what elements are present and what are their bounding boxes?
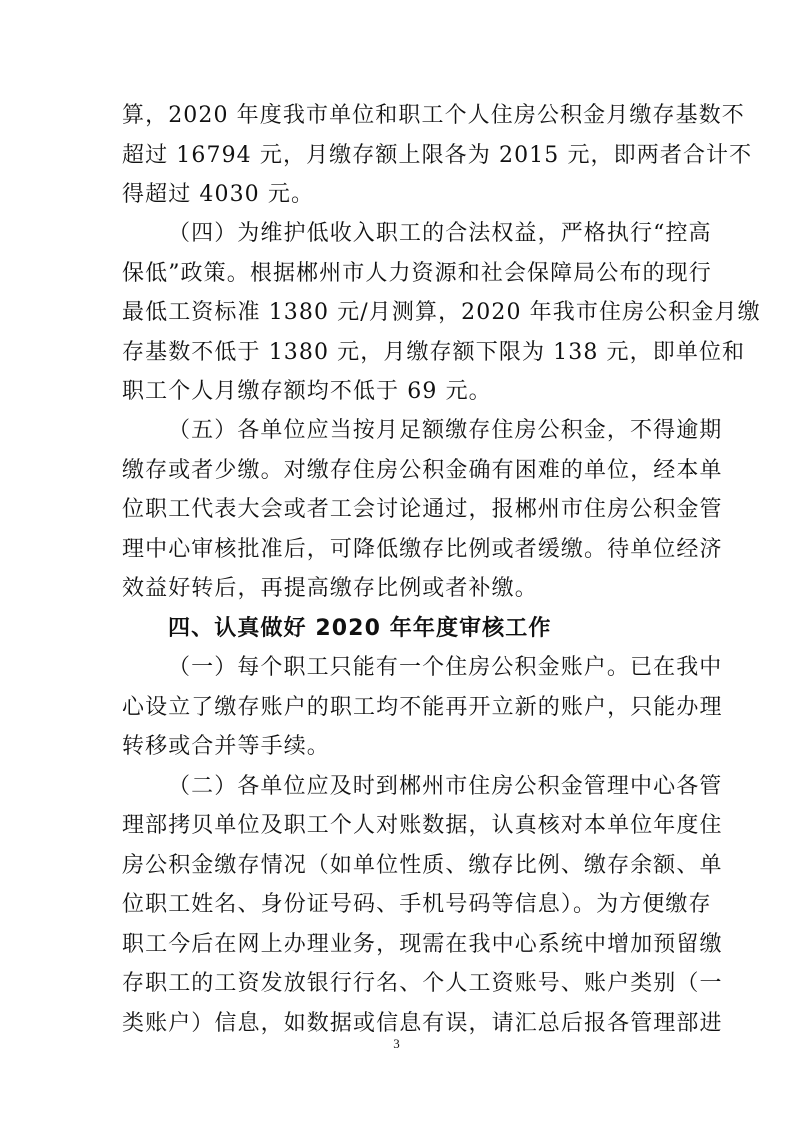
text-line: 存基数不低于 1380 元，月缴存额下限为 138 元，即单位和 [122,340,746,365]
paragraph-first-line: （一）每个职工只能有一个住房公积金账户。已在我中 [168,655,723,680]
text-line: 效益好转后，再提高缴存比例或者补缴。 [122,576,538,601]
text-line: 位职工代表大会或者工会讨论通过，报郴州市住房公积金管 [122,497,723,522]
text-line: 得超过 4030 元。 [122,182,315,207]
text-line: 缴存或者少缴。对缴存住房公积金确有困难的单位，经本单 [122,458,723,483]
text-line: 算，2020 年度我市单位和职工个人住房公积金月缴存基数不 [122,103,745,128]
text-line: 位职工姓名、身份证号码、手机号码等信息）。为方便缴存 [122,892,712,917]
paragraph-first-line: （五）各单位应当按月足额缴存住房公积金，不得逾期 [168,418,723,443]
section-heading: 四、认真做好 2020 年年度审核工作 [168,616,552,641]
paragraph-first-line: （二）各单位应及时到郴州市住房公积金管理中心各管 [168,774,723,799]
text-line: 最低工资标准 1380 元/月测算，2020 年我市住房公积金月缴 [122,300,761,325]
text-line: 存职工的工资发放银行行名、个人工资账号、账户类别（一 [122,971,723,996]
text-line: 职工个人月缴存额均不低于 69 元。 [122,379,492,404]
text-line: 超过 16794 元，月缴存额上限各为 2015 元，即两者合计不 [122,143,753,168]
text-line: 心设立了缴存账户的职工均不能再开立新的账户，只能办理 [122,695,723,720]
text-line: 房公积金缴存情况（如单位性质、缴存比例、缴存余额、单 [122,853,723,878]
paragraph-first-line: （四）为维护低收入职工的合法权益，严格执行“控高 [168,221,712,246]
text-line: 保低”政策。根据郴州市人力资源和社会保障局公布的现行 [122,261,712,286]
page-number: 3 [393,1036,400,1051]
text-line: 职工今后在网上办理业务，现需在我中心系统中增加预留缴 [122,932,723,957]
text-line: 转移或合并等手续。 [122,734,330,759]
text-line: 类账户）信息，如数据或信息有误，请汇总后报各管理部进 [122,1011,723,1036]
text-line: 理中心审核批准后，可降低缴存比例或者缓缴。待单位经济 [122,537,723,562]
text-line: 理部拷贝单位及职工个人对账数据，认真核对本单位年度住 [122,813,723,838]
